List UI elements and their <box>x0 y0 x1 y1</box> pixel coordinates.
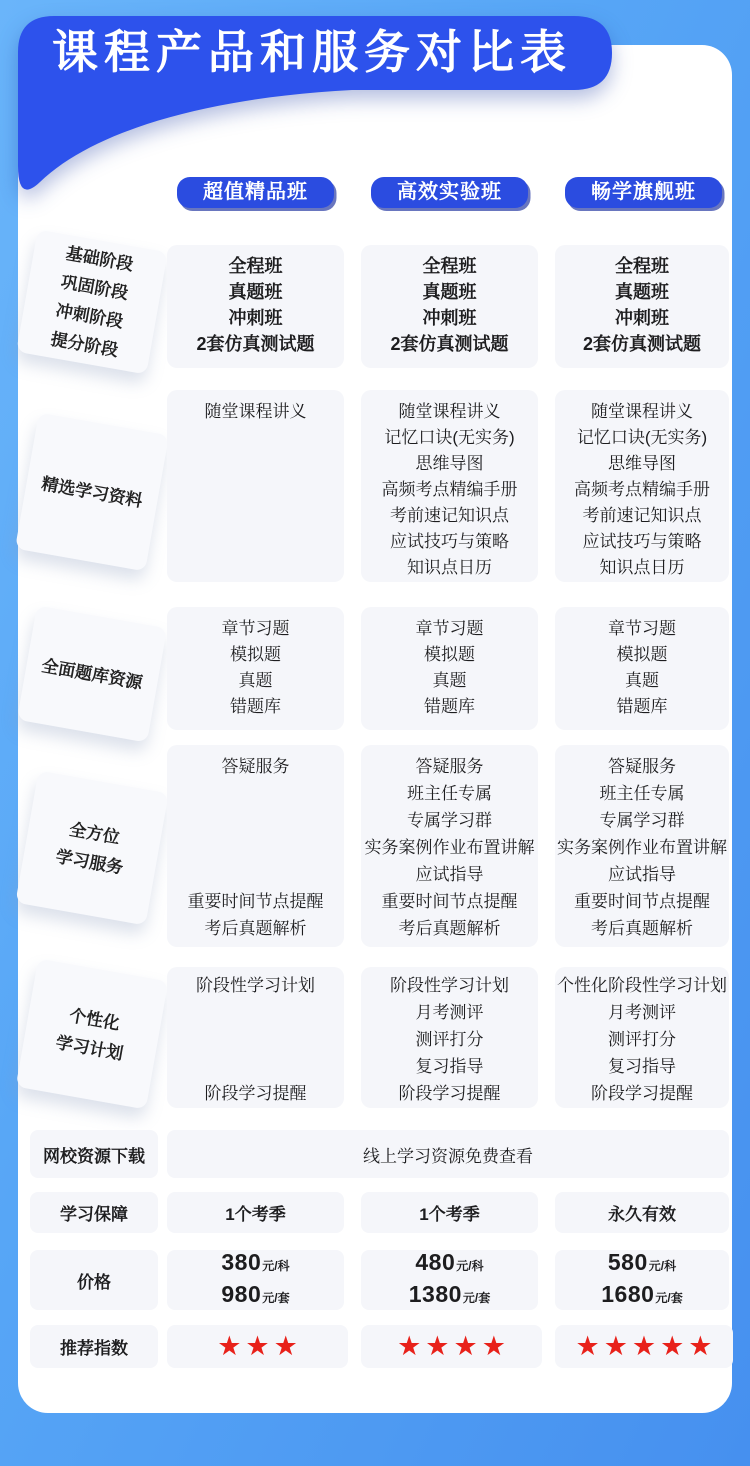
rating-stars-plan2: ★★★★ <box>361 1325 542 1368</box>
text-line: 测评打分 <box>608 1030 676 1049</box>
text-line: 真题 <box>238 671 273 690</box>
text-line: 复习指导 <box>608 1057 676 1076</box>
text-line: 全面题库资源 <box>40 655 144 693</box>
row-label-stages <box>16 229 168 374</box>
text-line: 个性化阶段性学习计划 <box>557 976 727 995</box>
price-per-subject: 380元/科 <box>221 1249 290 1275</box>
text-line: 2套仿真测试题 <box>582 334 701 354</box>
text-line: 冲刺班 <box>615 308 669 328</box>
text-line: 精选学习资料 <box>40 473 144 511</box>
text-line: 学习计划 <box>54 1033 125 1064</box>
text-line <box>167 999 344 1026</box>
text-line: 随堂课程讲义 <box>591 402 693 421</box>
text-line: 章节习题 <box>608 619 676 638</box>
cell-materials-plan3 <box>555 390 729 582</box>
cell-price-plan1 <box>167 1250 344 1310</box>
text-line: 答疑服务 <box>608 757 676 776</box>
text-line <box>167 807 344 834</box>
text-line: 考后真题解析 <box>591 919 693 938</box>
text-line: 班主任专属 <box>407 784 492 803</box>
text-line: 全程班 <box>422 256 477 276</box>
price-per-set: 980元/套 <box>221 1281 290 1307</box>
text-line: 全方位 <box>67 819 122 848</box>
price-per-set: 1680元/套 <box>601 1281 683 1307</box>
plan-tab-premium[interactable]: 超值精品班 <box>177 177 334 208</box>
text-line: 实务案例作业布置讲解 <box>364 838 535 857</box>
text-line: 真题 <box>432 671 467 690</box>
text-line: 章节习题 <box>415 619 484 638</box>
text-line: 真题 <box>625 671 659 690</box>
text-line: 记忆口诀(无实务) <box>576 428 708 447</box>
text-line: 错题库 <box>424 697 475 716</box>
text-line: 冲刺班 <box>422 308 477 328</box>
cell-price-plan2 <box>361 1250 538 1310</box>
text-line: 高频考点精编手册 <box>574 480 710 499</box>
cell-stages-plan2 <box>361 245 538 368</box>
cell-plan-plan1 <box>167 967 344 1108</box>
text-line: 阶段性学习计划 <box>390 976 509 995</box>
text-line: 冲刺阶段 <box>54 301 125 332</box>
text-line: 巩固阶段 <box>59 272 130 303</box>
rating-stars-plan3: ★★★★★ <box>555 1325 733 1368</box>
row-label-services <box>15 771 168 926</box>
cell-stages-plan3 <box>555 245 729 368</box>
text-line: 真题班 <box>422 282 477 302</box>
text-line: 高频考点精编手册 <box>381 480 518 499</box>
text-line: 章节习题 <box>221 619 290 638</box>
text-line: 错题库 <box>616 697 668 716</box>
text-line: 应试技巧与策略 <box>582 532 702 551</box>
row-label-download: 网校资源下载 <box>30 1130 158 1178</box>
text-line: 测评打分 <box>415 1030 484 1049</box>
text-line: 学习服务 <box>54 847 125 878</box>
text-line: 知识点日历 <box>407 558 492 577</box>
cell-download-all-plans: 线上学习资源免费查看 <box>167 1130 729 1178</box>
text-line: 真题班 <box>615 282 669 302</box>
price-per-subject: 480元/科 <box>415 1249 484 1275</box>
text-line: 全程班 <box>615 256 669 276</box>
text-line: 阶段学习提醒 <box>591 1084 693 1103</box>
text-line: 错题库 <box>230 697 281 716</box>
text-line: 阶段性学习计划 <box>196 976 315 995</box>
text-line: 考前速记知识点 <box>582 506 702 525</box>
text-line: 知识点日历 <box>599 558 685 577</box>
cell-materials-plan2 <box>361 390 538 582</box>
text-line: 阶段学习提醒 <box>398 1084 501 1103</box>
text-line: 月考测评 <box>608 1003 676 1022</box>
text-line: 模拟题 <box>424 645 475 664</box>
cell-plan-plan2 <box>361 967 538 1108</box>
text-line: 重要时间节点提醒 <box>381 892 518 911</box>
text-line: 随堂课程讲义 <box>204 402 307 421</box>
text-line: 提分阶段 <box>49 329 120 361</box>
text-line: 思维导图 <box>415 454 484 473</box>
text-line: 基础阶段 <box>64 243 135 275</box>
text-line: 真题班 <box>228 282 283 302</box>
text-line: 考后真题解析 <box>398 919 501 938</box>
text-line: 重要时间节点提醒 <box>574 892 710 911</box>
cell-bank-plan2 <box>361 607 538 730</box>
cell-plan-plan3 <box>555 967 729 1108</box>
text-line: 冲刺班 <box>228 308 283 328</box>
cell-guarantee-plan1: 1个考季 <box>167 1192 344 1233</box>
text-line: 专属学习群 <box>599 811 685 830</box>
cell-materials-plan1 <box>167 390 344 582</box>
row-label-study-plan <box>16 959 169 1110</box>
price-per-set: 1380元/套 <box>408 1281 491 1307</box>
text-line <box>167 834 344 861</box>
cell-guarantee-plan2: 1个考季 <box>361 1192 538 1233</box>
text-line <box>167 1053 344 1080</box>
text-line: 2套仿真测试题 <box>196 334 315 354</box>
text-line: 个性化 <box>67 1005 122 1034</box>
text-line <box>167 1026 344 1053</box>
text-line: 应试指导 <box>415 865 484 884</box>
text-line: 模拟题 <box>230 645 281 664</box>
row-label-materials <box>15 413 169 572</box>
text-line: 模拟题 <box>616 645 668 664</box>
cell-bank-plan3 <box>555 607 729 730</box>
cell-services-plan3 <box>555 745 729 947</box>
cell-price-plan3 <box>555 1250 729 1310</box>
text-line: 思维导图 <box>608 454 676 473</box>
text-line: 考前速记知识点 <box>390 506 509 525</box>
cell-bank-plan1 <box>167 607 344 730</box>
plan-tab-efficient[interactable]: 高效实验班 <box>371 177 528 208</box>
row-label-guarantee: 学习保障 <box>30 1192 158 1233</box>
text-line: 考后真题解析 <box>204 919 307 938</box>
text-line <box>167 861 344 888</box>
row-label-question-bank <box>17 605 167 742</box>
text-line: 班主任专属 <box>599 784 685 803</box>
text-line: 记忆口诀(无实务) <box>384 428 515 447</box>
cell-guarantee-plan3: 永久有效 <box>555 1192 729 1233</box>
text-line: 应试指导 <box>608 865 676 884</box>
text-line: 答疑服务 <box>415 757 484 776</box>
rating-stars-plan1: ★★★ <box>167 1325 348 1368</box>
row-label-rating: 推荐指数 <box>30 1325 158 1368</box>
text-line: 应试技巧与策略 <box>390 532 509 551</box>
cell-services-plan1 <box>167 745 344 947</box>
cell-stages-plan1 <box>167 245 344 368</box>
text-line: 答疑服务 <box>221 757 290 776</box>
price-per-subject: 580元/科 <box>607 1249 677 1275</box>
text-line: 月考测评 <box>415 1003 484 1022</box>
text-line: 复习指导 <box>415 1057 484 1076</box>
text-line: 实务案例作业布置讲解 <box>557 838 727 857</box>
text-line: 随堂课程讲义 <box>398 402 501 421</box>
text-line: 重要时间节点提醒 <box>187 892 324 911</box>
text-line: 专属学习群 <box>407 811 492 830</box>
text-line: 全程班 <box>228 256 283 276</box>
text-line: 2套仿真测试题 <box>390 334 509 354</box>
text-line: 阶段学习提醒 <box>204 1084 307 1103</box>
row-label-price: 价格 <box>30 1250 158 1310</box>
cell-services-plan2 <box>361 745 538 947</box>
plan-tab-flagship[interactable]: 畅学旗舰班 <box>565 177 722 208</box>
page-title: 课程产品和服务对比表 <box>52 26 572 78</box>
text-line <box>167 780 344 807</box>
